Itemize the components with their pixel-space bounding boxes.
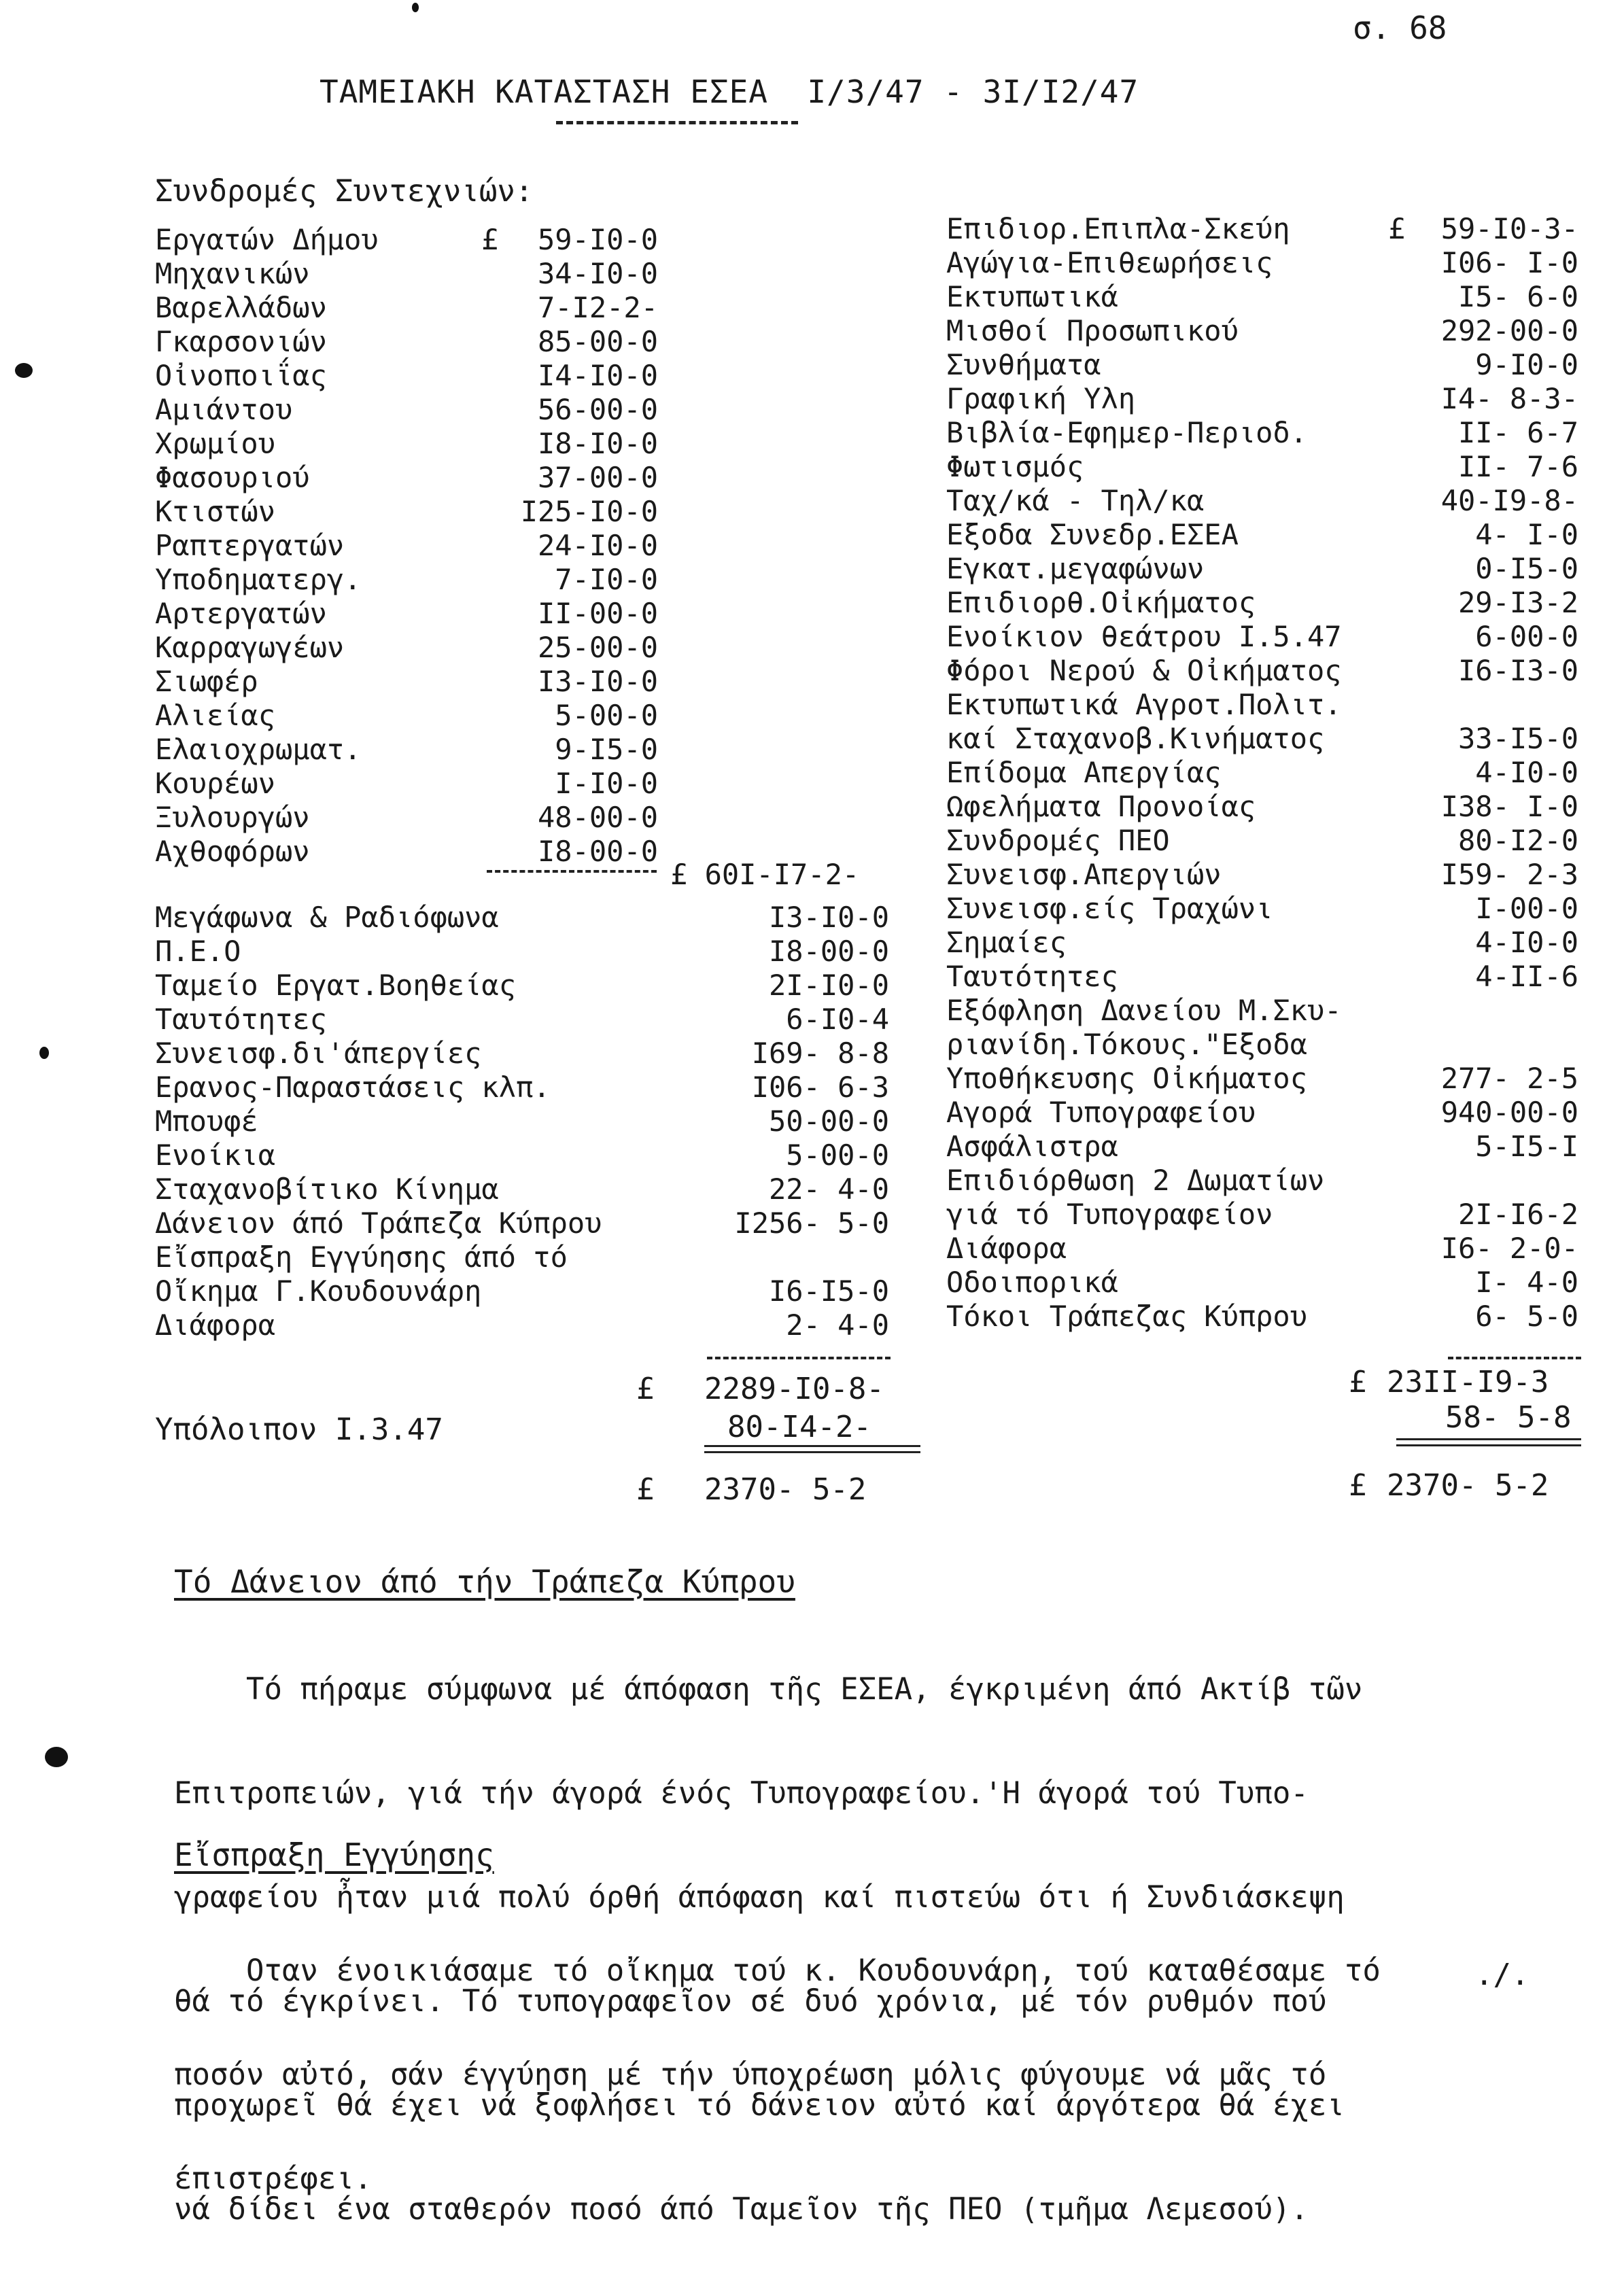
income-sum: 2289-I0-8- <box>704 1372 884 1406</box>
note-line: θά τό έγκρίνει. Τό τυπογραφεῖον σέ δυό χρόνια, μέ τόν ρυθμόν πού <box>174 1984 1327 2019</box>
income-total-rule <box>704 1445 920 1453</box>
ledger-row <box>155 1138 889 1172</box>
ledger-amount: 2- 4-0 <box>786 1308 889 1342</box>
ledger-amount: 48-00-0 <box>537 801 658 834</box>
ledger-label: Συνεισφ.Απεργιών <box>946 858 1222 891</box>
ledger-amount: 5-00-0 <box>786 1138 889 1172</box>
ledger-amount: I8-00-0 <box>768 935 889 968</box>
ledger-amount: 24-I0-0 <box>537 529 658 562</box>
ledger-row <box>155 291 658 325</box>
ledger-label: Χρωμίου <box>155 427 276 460</box>
ledger-row <box>946 756 1578 790</box>
ledger-amount: I06- I-0 <box>1440 246 1578 279</box>
ledger-amount: 29-I3-2 <box>1457 586 1578 619</box>
ledger-amount: 37-00-0 <box>537 461 658 494</box>
deposit-note-text <box>174 1884 1381 2265</box>
document-title: ΤΑΜΕΙΑΚΗ ΚΑΤΑΣΤΑΣΗ ΕΣΕΑ I/3/47 - 3I/I2/47 <box>319 73 1139 110</box>
ledger-label: Εξοδα Συνεδρ.ΕΣΕΑ <box>946 518 1239 551</box>
ledger-label: Υποθήκευσης Οἰκήματος <box>946 1062 1308 1095</box>
ledger-amount: I256- 5-0 <box>734 1206 889 1240</box>
opening-balance: 80-I4-2- <box>727 1410 871 1444</box>
ledger-label: Οἰνοποιΐας <box>155 359 327 392</box>
ledger-row <box>155 1240 889 1274</box>
ledger-label: Ταυτότητες <box>155 1003 327 1036</box>
ledger-row <box>946 1300 1578 1334</box>
ledger-amount: I69- 8-8 <box>751 1037 889 1070</box>
ledger-amount: 4-I0-0 <box>1475 926 1578 959</box>
ledger-label: Διάφορα <box>946 1232 1067 1265</box>
ledger-row <box>946 1062 1578 1096</box>
expenses-list <box>946 212 1578 1334</box>
ledger-row <box>155 1037 889 1071</box>
ledger-label: Π.Ε.Ο <box>155 935 241 968</box>
ledger-label: Μπουφέ <box>155 1104 258 1138</box>
ledger-row <box>946 518 1578 552</box>
ledger-amount: 50-00-0 <box>768 1104 889 1138</box>
ledger-amount: I6-I3-0 <box>1457 654 1578 687</box>
ledger-row <box>155 427 658 461</box>
dues-heading: Συνδρομές Συντεχνιών: <box>155 174 534 209</box>
ledger-row <box>946 1028 1578 1062</box>
ledger-amount: I- 4-0 <box>1475 1266 1578 1299</box>
ledger-row <box>155 563 658 597</box>
note-line: ποσόν αὐτό, σάν έγγύηση μέ τήν ύποχρέωση μόλις φύγουμε νά μᾶς τό <box>174 2057 1327 2092</box>
ledger-label: Δάνειον άπό Τράπεζα Κύπρου <box>155 1206 602 1240</box>
ledger-label: Εξόφληση Δανείου Μ.Σκυ- <box>946 994 1342 1027</box>
ledger-amount: I8-00-0 <box>537 835 658 868</box>
ledger-amount: 33-I5-0 <box>1457 722 1578 755</box>
other-income-list <box>155 901 889 1342</box>
scan-speck <box>15 363 33 378</box>
ledger-label: Ενοίκιον θεάτρου Ι.5.47 <box>946 620 1342 653</box>
note-line: προχωρεῖ θά έχει νά ξοφλήσει τό δάνειον αὐτό καί άργότερα θά έχει <box>174 2088 1345 2123</box>
ledger-amount: 6-00-0 <box>1475 620 1578 653</box>
ledger-label: Εἴσπραξη Εγγύησης άπό τό <box>155 1240 568 1274</box>
ledger-label: Οδοιπορικά <box>946 1266 1118 1299</box>
ledger-amount: I5- 6-0 <box>1457 280 1578 313</box>
ledger-amount: 6- 5-0 <box>1475 1300 1578 1333</box>
note-line: έπιστρέφει. <box>174 2161 373 2196</box>
ledger-row <box>155 461 658 495</box>
ledger-amount: I06- 6-3 <box>751 1071 889 1104</box>
ledger-row <box>946 1130 1578 1164</box>
ledger-row <box>155 631 658 665</box>
note-line: γραφείου ἦταν μιά πολύ όρθή άπόφαση καί πιστεύω ότι ή Συνδιάσκεψη <box>174 1880 1345 1915</box>
ledger-row <box>155 359 658 393</box>
ledger-amount: 56-00-0 <box>537 393 658 426</box>
ledger-amount: 80-I2-0 <box>1457 824 1578 857</box>
ledger-row <box>946 960 1578 994</box>
ledger-row <box>155 969 889 1003</box>
ledger-row <box>946 1198 1578 1232</box>
ledger-row <box>946 1096 1578 1130</box>
ledger-row <box>155 257 658 291</box>
ledger-row <box>946 926 1578 960</box>
ledger-row <box>946 1232 1578 1266</box>
ledger-label: Γκαρσονιών <box>155 325 327 358</box>
ledger-label: Ξυλουργών <box>155 801 310 834</box>
ledger-amount: 292-00-0 <box>1440 314 1578 347</box>
ledger-label: Κτιστών <box>155 495 276 528</box>
ledger-amount: 34-I0-0 <box>537 257 658 290</box>
currency-sign: £ <box>1388 212 1406 245</box>
ledger-row <box>946 858 1578 892</box>
ledger-label: Αγώγια-Επιθεωρήσεις <box>946 246 1273 279</box>
ledger-row <box>155 597 658 631</box>
ledger-amount: 5-00-0 <box>555 699 658 732</box>
scan-speck <box>412 3 419 12</box>
ledger-label: Αλιείας <box>155 699 276 732</box>
ledger-row <box>155 1274 889 1308</box>
title-underline <box>556 121 798 124</box>
ledger-row <box>155 1206 889 1240</box>
ledger-amount: 40-I9-8- <box>1440 484 1578 517</box>
ledger-label: Γραφική Υλη <box>946 382 1136 415</box>
ledger-row <box>155 733 658 767</box>
ledger-label: γιά τό Τυπογραφείον <box>946 1198 1273 1231</box>
ledger-label: Εκτυπωτικά <box>946 280 1118 313</box>
ledger-amount: 6-I0-4 <box>786 1003 889 1036</box>
ledger-amount: 7-I0-0 <box>555 563 658 596</box>
ledger-row <box>155 1071 889 1104</box>
ledger-row <box>155 1308 889 1342</box>
ledger-label: ριανίδη.Τόκους."Εξοδα <box>946 1028 1308 1061</box>
ledger-row <box>155 223 658 257</box>
ledger-amount: I3-I0-0 <box>537 665 658 698</box>
ledger-row <box>155 393 658 427</box>
dues-subtotal-rule <box>487 870 657 873</box>
end-mark: ./. <box>1475 1958 1530 1992</box>
ledger-label: Αρτεργατών <box>155 597 327 630</box>
expenses-sum-rule <box>1448 1357 1581 1359</box>
ledger-amount: I6-I5-0 <box>768 1274 889 1308</box>
ledger-row <box>946 280 1578 314</box>
ledger-amount: I-00-0 <box>1475 892 1578 925</box>
ledger-row <box>155 835 658 869</box>
ledger-amount: 85-00-0 <box>537 325 658 358</box>
ledger-row <box>155 699 658 733</box>
ledger-row <box>946 450 1578 484</box>
ledger-label: Συνδρομές ΠΕΟ <box>946 824 1170 857</box>
ledger-amount: 22- 4-0 <box>768 1172 889 1206</box>
ledger-label: Ταυτότητες <box>946 960 1118 993</box>
ledger-label: Ενοίκια <box>155 1138 276 1172</box>
ledger-label: Μισθοί Προσωπικού <box>946 314 1239 347</box>
ledger-label: Ερανος-Παραστάσεις κλπ. <box>155 1071 551 1104</box>
ledger-label: Ασφάλιστρα <box>946 1130 1118 1163</box>
ledger-label: Ταχ/κά - Τηλ/κα <box>946 484 1205 517</box>
income-total-currency: £ <box>636 1472 655 1507</box>
ledger-label: Συνθήματα <box>946 348 1101 381</box>
ledger-row <box>946 314 1578 348</box>
ledger-row <box>946 824 1578 858</box>
ledger-label: καί Σταχανοβ.Κινήματος <box>946 722 1325 755</box>
ledger-label: Επιδιορθ.Οἰκήματος <box>946 586 1256 619</box>
expenses-sum: 23II-I9-3 <box>1387 1365 1549 1399</box>
ledger-row <box>946 348 1578 382</box>
ledger-label: Φασουριού <box>155 461 310 494</box>
ledger-row <box>946 382 1578 416</box>
ledger-label: Βαρελλάδων <box>155 291 327 324</box>
ledger-label: Συνεισφ.είς Τραχώνι <box>946 892 1273 925</box>
ledger-amount: I-I0-0 <box>555 767 658 800</box>
ledger-amount: II-00-0 <box>537 597 658 630</box>
ledger-row <box>155 529 658 563</box>
ledger-amount: I25-I0-0 <box>520 495 658 528</box>
ledger-label: Κουρέων <box>155 767 276 800</box>
ledger-row <box>946 212 1578 246</box>
expenses-sum-currency: £ <box>1349 1365 1367 1399</box>
ledger-row <box>946 892 1578 926</box>
expenses-total-rule <box>1396 1438 1581 1446</box>
ledger-row <box>946 246 1578 280</box>
ledger-row <box>946 552 1578 586</box>
ledger-row <box>946 654 1578 688</box>
ledger-row <box>155 1172 889 1206</box>
ledger-amount: I38- I-0 <box>1440 790 1578 823</box>
ledger-amount: 59-I0-0 <box>537 223 658 256</box>
loan-note-title: Τό Δάνειον άπό τήν Τράπεζα Κύπρου <box>174 1563 795 1600</box>
currency-sign: £ <box>481 223 499 256</box>
deposit-note-title: Εἴσπραξη Εγγύησης <box>174 1837 494 1873</box>
ledger-label: Διάφορα <box>155 1308 276 1342</box>
note-line: Τό πήραμε σύμφωνα μέ άπόφαση τῆς ΕΣΕΑ, έγκριμένη άπό Ακτίβ τῶν <box>174 1672 1363 1707</box>
ledger-amount: 25-00-0 <box>537 631 658 664</box>
note-line: Οταν ένοικιάσαμε τό οἴκημα τού κ. Κουδουνάρη, τού καταθέσαμε τό <box>174 1953 1381 1988</box>
ledger-label: Φόροι Νερού & Οἰκήματος <box>946 654 1342 687</box>
ledger-label: Μεγάφωνα & Ραδιόφωνα <box>155 901 499 934</box>
ledger-label: Τόκοι Τράπεζας Κύπρου <box>946 1300 1308 1333</box>
ledger-label: Ραπτεργατών <box>155 529 345 562</box>
expenses-total: 2370- 5-2 <box>1387 1468 1549 1503</box>
ledger-label: Φωτισμός <box>946 450 1084 483</box>
ledger-amount: 9-I5-0 <box>555 733 658 766</box>
ledger-amount: I3-I0-0 <box>768 901 889 934</box>
income-total: 2370- 5-2 <box>704 1472 867 1507</box>
ledger-amount: II- 7-6 <box>1457 450 1578 483</box>
ledger-amount: I8-I0-0 <box>537 427 658 460</box>
ledger-row <box>155 767 658 801</box>
ledger-label: Αχθοφόρων <box>155 835 310 868</box>
ledger-label: Αγορά Τυπογραφείου <box>946 1096 1256 1129</box>
ledger-row <box>155 495 658 529</box>
ledger-row <box>946 620 1578 654</box>
ledger-label: Καρραγωγέων <box>155 631 345 664</box>
ledger-label: Οἴκημα Γ.Κουδουνάρη <box>155 1274 482 1308</box>
ledger-amount: 4-II-6 <box>1475 960 1578 993</box>
expenses-total-currency: £ <box>1349 1468 1367 1503</box>
ledger-amount: I59- 2-3 <box>1440 858 1578 891</box>
ledger-row <box>946 416 1578 450</box>
ledger-label: Συνεισφ.δι'άπεργίες <box>155 1037 482 1070</box>
ledger-row <box>155 935 889 969</box>
ledger-amount: 9-I0-0 <box>1475 348 1578 381</box>
ledger-row <box>946 586 1578 620</box>
ledger-amount: 2I-I0-0 <box>768 969 889 1002</box>
note-line: Επιτροπειών, γιά τήν άγορά ένός Τυπογραφείου.'Η άγορά τού Τυπο- <box>174 1776 1309 1811</box>
ledger-label: Ελαιοχρωματ. <box>155 733 362 766</box>
opening-balance-label: Υπόλοιπον Ι.3.47 <box>155 1412 443 1447</box>
income-sum-currency: £ <box>636 1372 655 1406</box>
ledger-row <box>155 1104 889 1138</box>
ledger-label: Αμιάντου <box>155 393 293 426</box>
ledger-label: Σιωφέρ <box>155 665 258 698</box>
ledger-label: Εργατών Δήμου <box>155 223 379 256</box>
note-line: νά δίδει ένα σταθερόν ποσό άπό Ταμεῖον τῆς ΠΕΟ (τμῆμα Λεμεσού). <box>174 2192 1309 2227</box>
ledger-label: Επιδιόρθωση 2 Δωματίων <box>946 1164 1325 1197</box>
ledger-label: Σημαίες <box>946 926 1067 959</box>
ledger-amount: 5-I5-I <box>1475 1130 1578 1163</box>
ledger-amount: 4-I0-0 <box>1475 756 1578 789</box>
ledger-label: Επιδιορ.Επιπλα-Σκεύη <box>946 212 1290 245</box>
ledger-amount: II- 6-7 <box>1457 416 1578 449</box>
ledger-row <box>946 484 1578 518</box>
ledger-row <box>946 1266 1578 1300</box>
ledger-label: Ταμείο Εργατ.Βοηθείας <box>155 969 517 1002</box>
scan-speck <box>39 1047 49 1059</box>
dues-subtotal: £ 60I-I7-2- <box>670 858 860 891</box>
ledger-label: Υποδηματεργ. <box>155 563 362 596</box>
ledger-row <box>946 722 1578 756</box>
ledger-label: Βιβλία-Εφημερ-Περιοδ. <box>946 416 1308 449</box>
ledger-amount: 7-I2-2- <box>537 291 658 324</box>
ledger-amount: I4-I0-0 <box>537 359 658 392</box>
ledger-amount: 277- 2-5 <box>1440 1062 1578 1095</box>
ledger-row <box>946 994 1578 1028</box>
page-number: σ. 68 <box>1353 10 1447 46</box>
ledger-amount: I6- 2-0- <box>1440 1232 1578 1265</box>
ledger-row <box>155 1003 889 1037</box>
ledger-amount: 59-I0-3- <box>1440 212 1578 245</box>
income-sum-rule <box>707 1357 891 1359</box>
punch-hole <box>45 1747 68 1767</box>
ledger-label: Επίδομα Απεργίας <box>946 756 1222 789</box>
ledger-label: Ωφελήματα Προνοίας <box>946 790 1256 823</box>
ledger-label: Μηχανικών <box>155 257 310 290</box>
ledger-amount: 4- I-0 <box>1475 518 1578 551</box>
ledger-row <box>155 901 889 935</box>
ledger-label: Σταχανοβίτικο Κίνημα <box>155 1172 499 1206</box>
ledger-label: Εγκατ.μεγαφώνων <box>946 552 1205 585</box>
ledger-row <box>946 1164 1578 1198</box>
ledger-row <box>155 325 658 359</box>
ledger-amount: I4- 8-3- <box>1440 382 1578 415</box>
ledger-amount: 940-00-0 <box>1440 1096 1578 1129</box>
ledger-amount: 2I-I6-2 <box>1457 1198 1578 1231</box>
ledger-row <box>155 665 658 699</box>
ledger-row <box>155 801 658 835</box>
ledger-row <box>946 688 1578 722</box>
ledger-row <box>946 790 1578 824</box>
closing-balance: 58- 5-8 <box>1445 1400 1572 1435</box>
ledger-amount: 0-I5-0 <box>1475 552 1578 585</box>
ledger-label: Εκτυπωτικά Αγροτ.Πολιτ. <box>946 688 1342 721</box>
dues-list <box>155 223 658 869</box>
